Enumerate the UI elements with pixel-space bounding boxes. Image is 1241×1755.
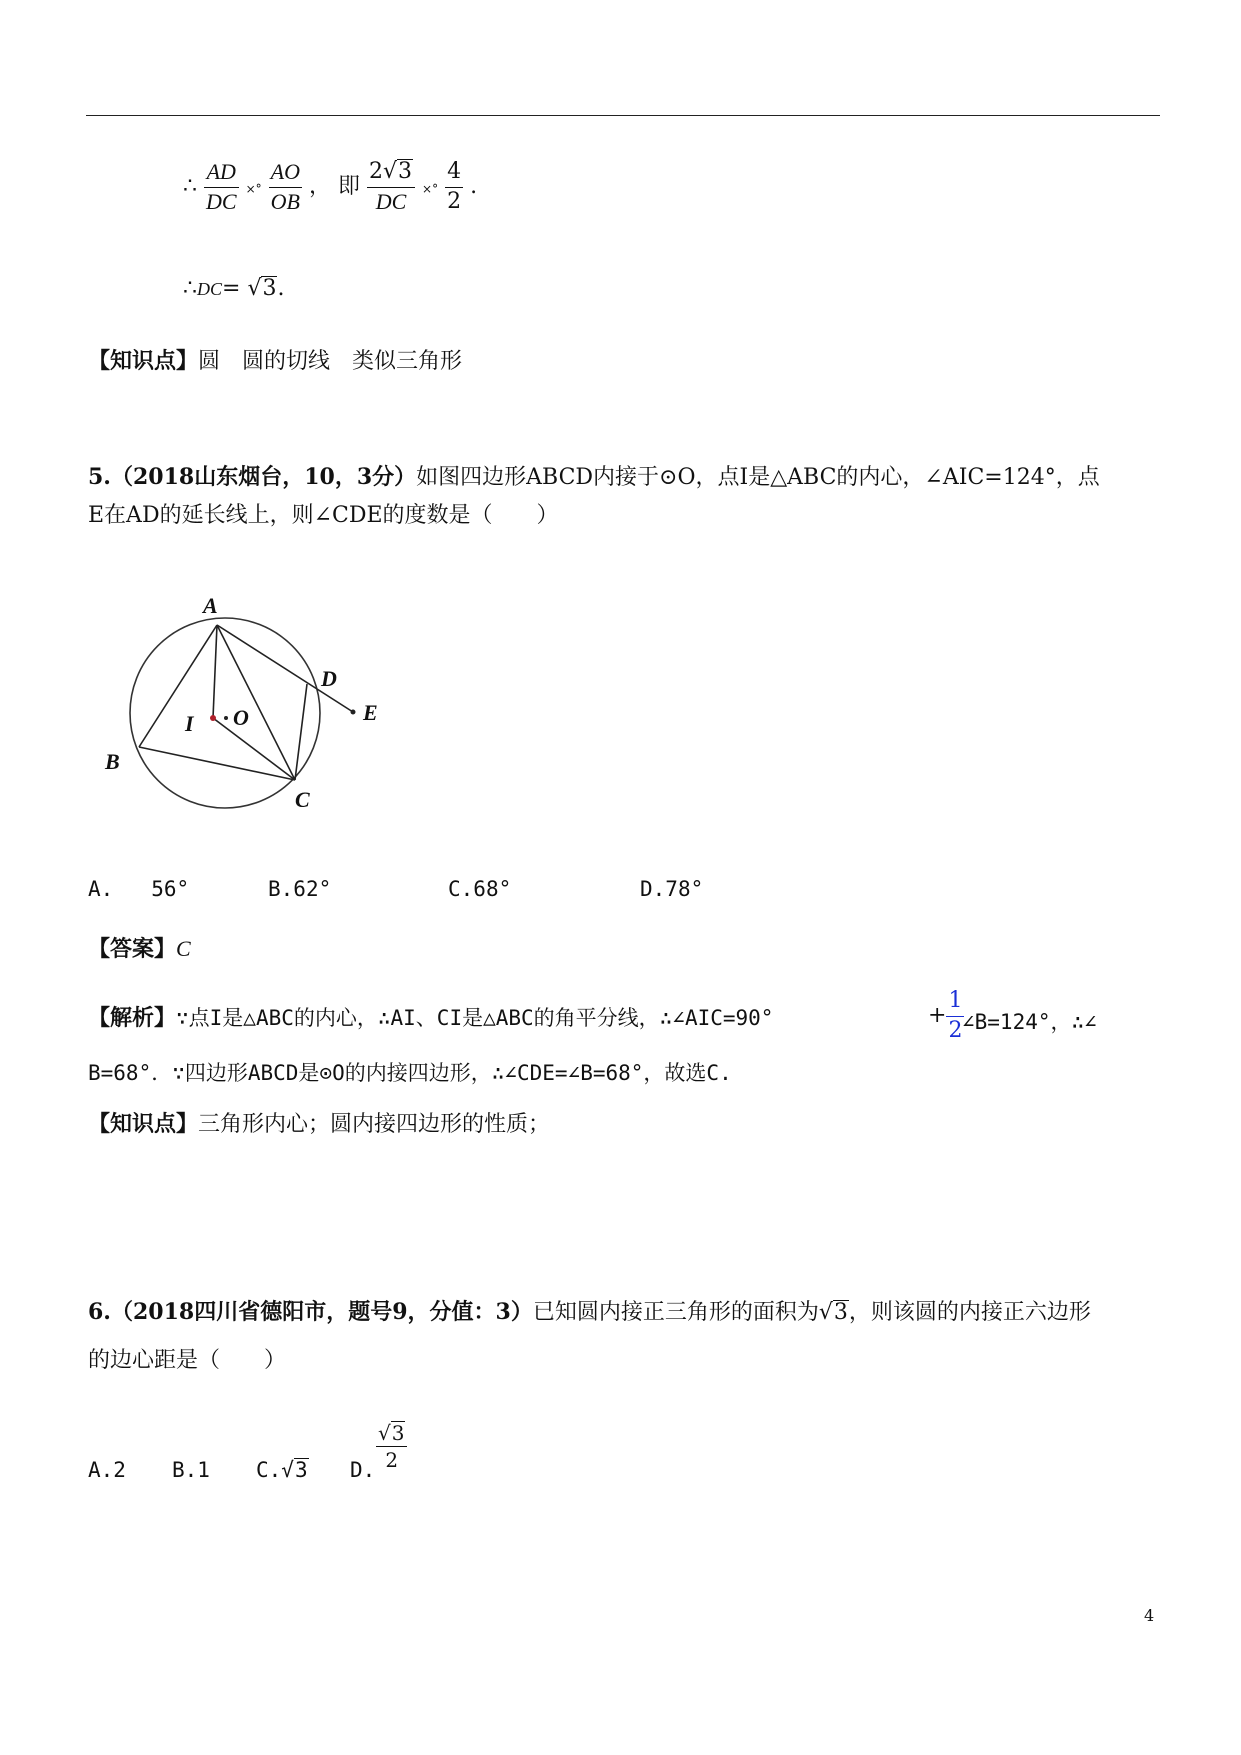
q5-option-a: A. 56° [88, 877, 190, 901]
label-e: E [363, 700, 378, 725]
solution-line-1 [183, 158, 477, 216]
q5-text-line-1: 5.（2018山东烟台，10，3分）如图四边形ABCD内接于⊙O，点I是△ABC的内心，∠AIC=124°，点 [88, 464, 1100, 490]
prev-knowledge-point: 【知识点】圆 圆的切线 类似三角形 [88, 348, 463, 374]
q5-text-line-2: E在AD的延长线上，则∠CDE的度数是（ ） [88, 503, 559, 528]
q6-text-line-2: 的边心距是（ ） [88, 1348, 287, 1373]
q6-header: 6.（2018四川省德阳市，题号9，分值：3） [88, 1299, 533, 1325]
therefore-symbol: ∴ [183, 174, 197, 200]
q5-option-b: B.62° [268, 877, 332, 901]
answer-label: 【答案】 [88, 936, 177, 962]
period: . [470, 174, 478, 200]
q6-option-a: A.2 [88, 1458, 126, 1482]
label-d: D [321, 666, 337, 691]
label-b: B [105, 749, 120, 774]
q5-answer [88, 932, 191, 966]
knowledge-label: 【知识点】 [88, 348, 199, 374]
answer-value: C [176, 936, 191, 961]
fraction-ao-ob: $\frac{AO}{OB}$ [270, 159, 300, 214]
q6-option-c: C.√3 [256, 1458, 308, 1482]
analysis-label: 【解析】 [88, 1005, 177, 1031]
point-e [351, 710, 356, 715]
segment-ai [213, 625, 217, 718]
segment-bc [139, 747, 295, 780]
label-a: A [203, 593, 218, 618]
segment-ab [139, 625, 217, 747]
point-i [210, 715, 216, 721]
fraction-4-2: $\frac{4}{2}$ [447, 159, 462, 214]
q5-analysis-line-1b: ∠B=124°，∴∠ [962, 1010, 1097, 1034]
fraction-ad-dc: $\frac{AD}{DC}$ [206, 159, 237, 214]
header-rule [86, 115, 1160, 116]
label-o: O [233, 705, 249, 730]
solution-line-2: ∴DC= √3. [183, 272, 284, 305]
segment-cd [295, 684, 307, 780]
segment-ac [217, 625, 295, 780]
garbled-symbol-2: ×° [422, 182, 439, 197]
q5-analysis-line-2: B=68°．∵四边形ABCD是⊙O的内接四边形，∴∠CDE=∠B=68°，故选C. [88, 1061, 732, 1085]
q6-option-d: D. [350, 1458, 376, 1482]
q5-option-d: D.78° [640, 877, 704, 901]
q5-knowledge-point: 【知识点】三角形内心；圆内接四边形的性质； [88, 1111, 551, 1137]
q5-option-c: C.68° [448, 877, 512, 901]
fraction-2sqrt3-dc: $\frac{2√3}{DC}$ [367, 158, 415, 216]
q6-text-line-1: 6.（2018四川省德阳市，题号9，分值：3）已知圆内接正三角形的面积为√3，则该圆的内接正六边形 [88, 1299, 1091, 1325]
q6-option-d-fraction: $\frac{√3}{2}$ [376, 1420, 407, 1473]
q5-analysis-line-1: 【解析】∵点I是△ABC的内心，∴AI、CI是△ABC的角平分线，∴∠AIC=90° [88, 1005, 774, 1031]
comma: ， [308, 174, 331, 200]
sqrt-3: √3 [247, 276, 277, 301]
q5-geometry-figure [95, 585, 405, 820]
q5-header: 5.（2018山东烟台，10，3分） [88, 464, 417, 490]
q5-half-fraction: + $\frac{1}{2}$ [928, 988, 963, 1043]
label-c: C [295, 787, 310, 812]
garbled-symbol: ×° [245, 182, 262, 197]
point-o [224, 716, 228, 720]
ji-word: 即 [337, 174, 360, 200]
label-i: I [185, 711, 194, 736]
page-number: 4 [1144, 1606, 1155, 1625]
q6-option-b: B.1 [172, 1458, 210, 1482]
